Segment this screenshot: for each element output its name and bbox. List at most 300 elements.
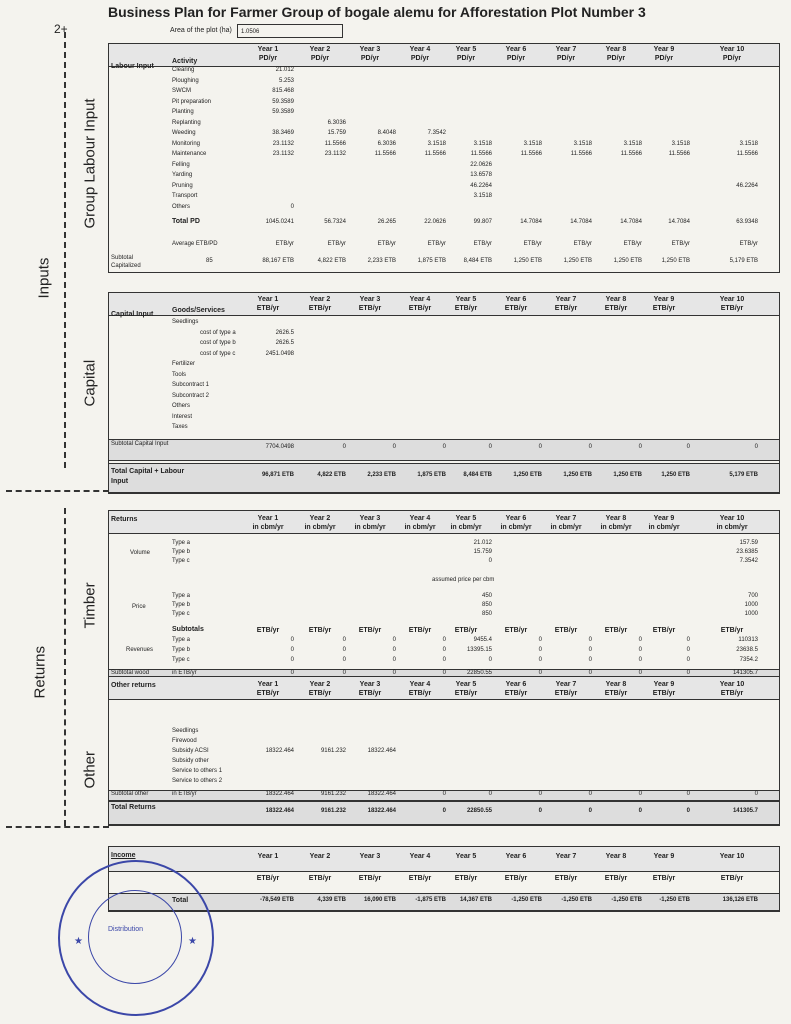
other-item-label: Service to others 1 [172,768,223,774]
volume-type-label: Type b [172,549,191,555]
price-cell: 1000 [744,611,758,617]
total-pd-cell: 14.7084 [520,219,542,225]
volume-type-label: Type c [172,558,190,564]
capital-subtotal-cell: 7704.0498 [265,444,294,450]
revenue-cell: 7354.2 [739,657,758,663]
price-type-label: Type a [172,593,191,599]
unit-header: ETB/yr [454,875,478,882]
other-subtotal-cell: 0 [538,791,542,797]
year-header: Year 5 [455,853,477,860]
labour-subtotal-cell: 88,167 ETB [262,258,294,264]
unit-header: ETB/yr [308,690,332,697]
other-subtotal-cell: 18322.464 [367,791,396,797]
labour-cell: 11.5566 [424,151,446,157]
year-header: Year 4 [409,296,431,303]
total-pd-cell: 26.265 [377,219,396,225]
year-header: Year 1 [257,853,279,860]
returns-total-cell: 0 [538,808,542,814]
year-header: Year 4 [409,46,431,53]
labour-cell: 3.1518 [523,140,542,147]
capital-item-label: Tools [172,371,187,378]
unit-header: ETB/yr [554,875,578,882]
subsidy-cell: 18322.464 [367,748,396,754]
corner-mark: 2+ [54,22,68,36]
subtotal-wood-cell: 0 [686,670,690,676]
revenue-cell: 0 [392,657,396,663]
unit-header: ETB/yr [308,305,332,312]
year-header: Year 5 [455,681,477,688]
year-header: Year 10 [719,853,745,860]
unit-header: PD/yr [606,55,626,62]
labour-corner: Labour Input [111,63,154,70]
revenue-cell: 0 [686,637,690,643]
income-total-cell: -1,250 ETB [511,897,542,903]
year-header: Year 6 [505,681,527,688]
labour-cell: 815.468 [272,88,294,94]
year-header: Year 10 [719,296,745,303]
income-total-label: Total [172,897,189,904]
timber-label: Timber [81,582,99,629]
labour-cell: 7.3542 [427,130,446,136]
etb-unit-cell: ETB/yr [454,627,478,634]
activity-label: Others [172,203,191,210]
capital-total-cell: 2,233 ETB [367,472,396,478]
capital-corner: Capital Input [111,311,154,318]
revenue-type-label: Type c [172,657,190,663]
income-total-cell: -78,549 ETB [259,897,294,903]
year-header: Year 3 [359,515,381,522]
unit-header: ETB/yr [256,875,280,882]
average-etb-label: Average ETB/PD [172,241,218,247]
year-header: Year 3 [359,296,381,303]
income-total-cell: -1,250 ETB [561,897,592,903]
etb-unit-cell: ETB/yr [504,627,528,634]
revenue-cell: 0 [588,637,592,643]
unit-header: ETB/yr [358,875,382,882]
other-label: Other [81,750,99,789]
unit-header: ETB/yr [358,690,382,697]
inputs-divider [6,490,109,492]
revenue-cell: 0 [538,637,542,643]
total-pd-cell: 63.9348 [736,219,758,225]
unit-header: ETB/yr [604,875,628,882]
subtotal-wood-cell: 0 [638,670,642,676]
year-header: Year 7 [555,296,577,303]
unit-header: PD/yr [456,55,476,62]
labour-cell: 11.5566 [470,151,492,157]
capital-total-cell: 1,875 ETB [417,472,446,478]
capital-total-cell: 5,179 ETB [729,472,758,478]
subtotal-wood-label: Subtotal wood [111,670,150,676]
labour-cell: 11.5566 [374,151,396,157]
capital-total-cell: 1,250 ETB [613,472,642,478]
capital-item-label: Seedlings [172,319,199,325]
revenue-cell: 0 [342,647,346,653]
unit-header: ETB/yr [454,690,478,697]
price-cell: 850 [481,611,492,617]
unit-header: in cbm/yr [550,524,582,531]
etb-unit-cell: ETB/yr [256,627,280,634]
returns-corner: Returns [111,516,138,523]
revenue-cell: 0 [290,657,294,663]
returns-total-cell: 9161.232 [320,808,346,814]
other-corner: Other returns [111,682,156,689]
price-type-label: Type b [172,602,191,608]
capital-item-label: Interest [172,413,193,420]
labour-subtotal-cell: 8,484 ETB [463,258,492,264]
unit-header: ETB/yr [554,690,578,697]
year-header: Year 1 [257,681,279,688]
unit-header: in cbm/yr [252,524,284,531]
revenue-cell: 0 [442,637,446,643]
labour-section [108,43,780,273]
labour-rate: 85 [206,258,213,264]
income-total-cell: 4,339 ETB [317,897,346,903]
labour-cell: 13.6578 [470,172,492,178]
star-icon: ★ [74,936,83,947]
labour-subtotal-cell: 1,250 ETB [613,258,642,264]
revenue-cell: 23638.5 [736,647,758,653]
labour-cell: 46.2264 [736,182,758,189]
other-item-label: Firewood [172,738,197,744]
avg-unit-cell: ETB/yr [739,241,758,247]
revenue-cell: 0 [538,657,542,663]
labour-cell: 23.1132 [324,151,346,157]
labour-cell: 3.1518 [623,140,642,147]
volume-label: Volume [130,550,151,556]
revenue-cell: 0 [342,637,346,643]
unit-header: PD/yr [506,55,526,62]
returns-total-cell: 0 [638,808,642,814]
unit-header: ETB/yr [504,690,528,697]
unit-header: ETB/yr [604,690,628,697]
year-header: Year 3 [359,46,381,53]
subtotal-wood-cell: 141305.7 [732,670,758,676]
labour-cell: 11.5566 [520,151,542,157]
etb-unit-cell: ETB/yr [554,627,578,634]
capital-item-label: Subcontract 2 [172,392,210,399]
returns-bracket [64,508,66,826]
labour-cell: 5.253 [278,77,294,84]
capital-label: Capital [81,359,99,407]
revenue-cell: 110313 [738,637,758,643]
capital-subtotal-cell: 0 [342,444,346,450]
unit-header: ETB/yr [504,875,528,882]
capital-total-cell: 1,250 ETB [563,472,592,478]
labour-subtotal-cell: 1,875 ETB [417,258,446,264]
revenue-cell: 0 [638,657,642,663]
other-subtotal-cell: 9161.232 [320,791,346,797]
year-header: Year 9 [653,853,675,860]
inputs-label: Inputs [35,257,53,299]
price-cell: 700 [747,593,758,599]
year-header: Year 3 [359,853,381,860]
income-corner: Income [111,852,136,859]
etb-unit-cell: ETB/yr [720,627,744,634]
year-header: Year 8 [605,296,627,303]
unit-header: ETB/yr [720,690,744,697]
income-total-cell: -1,250 ETB [659,897,690,903]
labour-cell: 11.5566 [736,151,758,157]
year-header: Year 4 [409,681,431,688]
year-header: Year 5 [455,46,477,53]
labour-cell: 6.3036 [377,140,396,147]
avg-unit-cell: ETB/yr [473,241,492,247]
year-header: Year 10 [719,46,745,53]
volume-cell: 0 [488,558,492,564]
capital-total-cell: 96,871 ETB [261,472,294,478]
year-header: Year 5 [455,515,477,522]
unit-header: PD/yr [310,55,330,62]
labour-cell: 23.1132 [272,151,294,157]
avg-unit-cell: ETB/yr [327,241,346,247]
labour-subtotal-cell: 1,250 ETB [563,258,592,264]
revenue-cell: 0 [686,657,690,663]
revenues-label: Revenues [126,647,154,653]
returns-total-cell: 0 [442,808,446,814]
activity-label: Weeding [172,130,196,136]
stamp-center-text: Distribution [108,926,144,933]
subsidy-cell: 9161.232 [320,748,346,754]
unit-header: ETB/yr [256,305,280,312]
etb-unit-cell: ETB/yr [652,627,676,634]
revenue-cell: 0 [638,647,642,653]
capital-item-label: Taxes [172,424,188,430]
income-total-cell: 136,126 ETB [722,897,758,903]
avg-unit-cell: ETB/yr [377,241,396,247]
revenue-cell: 0 [488,657,492,663]
avg-unit-cell: ETB/yr [275,241,294,247]
unit-header: ETB/yr [720,305,744,312]
revenue-cell: 0 [290,647,294,653]
subtotal-wood-cell: 0 [392,670,396,676]
subtotal-wood-cell: 0 [588,670,592,676]
etb-unit-cell: ETB/yr [308,627,332,634]
capital-subtotal-cell: 0 [638,444,642,450]
returns-total-cell: 141305.7 [732,808,758,814]
year-header: Year 10 [719,515,745,522]
price-type-label: Type c [172,611,190,617]
unit-header: in cbm/yr [450,524,482,531]
activity-label: Clearing [172,67,195,73]
year-header: Year 6 [505,515,527,522]
unit-header: ETB/yr [554,305,578,312]
returns-total-cell: 22850.55 [466,808,492,814]
capital-cell: 2626.5 [275,329,294,336]
capital-subtotal-cell: 0 [686,444,690,450]
unit-header: in cbm/yr [600,524,632,531]
unit-header: PD/yr [556,55,576,62]
unit-header: ETB/yr [454,305,478,312]
capital-item-label: cost of type a [200,329,236,336]
other-subtotal-cell: 0 [488,791,492,797]
capital-total-cell: 1,250 ETB [661,472,690,478]
other-item-label: Subsidy ACSI [172,748,209,754]
year-header: Year 3 [359,681,381,688]
unit-header: ETB/yr [308,875,332,882]
year-header: Year 9 [653,46,675,53]
unit-header: in cbm/yr [304,524,336,531]
capital-item-label: Fertilizer [172,361,196,367]
revenue-cell: 9455.4 [473,637,492,643]
inputs-bracket [64,32,66,468]
labour-cell: 3.1518 [473,193,492,199]
subtotal-wood-cell: 0 [538,670,542,676]
capital-subtotal-cell: 0 [538,444,542,450]
labour-label: Group Labour Input [81,98,99,229]
volume-cell: 21.012 [473,540,492,546]
total-pd-label: Total PD [172,218,200,225]
income-total-cell: 16,090 ETB [363,897,396,903]
revenue-cell: 0 [442,657,446,663]
price-cell: 850 [481,602,492,608]
revenue-type-label: Type a [172,637,191,643]
total-pd-cell: 14.7084 [668,219,690,225]
revenue-cell: 0 [686,647,690,653]
income-total-cell: -1,875 ETB [415,897,446,903]
unit-header: ETB/yr [604,305,628,312]
unit-header: ETB/yr [256,690,280,697]
activity-label: Pit preparation [172,98,212,105]
stamp-inner-ring [88,890,182,984]
unit-header: PD/yr [654,55,674,62]
year-header: Year 4 [409,515,431,522]
labour-cell: 3.1518 [473,140,492,147]
labour-cell: 11.5566 [570,151,592,157]
revenue-cell: 0 [290,637,294,643]
labour-subtotal-cell: 1,250 ETB [513,258,542,264]
subtotal-wood-cell: 0 [290,670,294,676]
year-header: Year 8 [605,853,627,860]
year-header: Year 9 [653,515,675,522]
subsidy-cell: 18322.464 [265,748,294,754]
capital-subtotal-cell: 0 [754,444,758,450]
capital-cell: 2626.5 [275,340,294,346]
capital-subtotal-row [108,439,780,461]
revenue-cell: 0 [392,647,396,653]
labour-cell: 23.1132 [272,140,294,147]
year-header: Year 7 [555,853,577,860]
avg-unit-cell: ETB/yr [573,241,592,247]
activity-label: Monitoring [172,140,201,147]
unit-header: ETB/yr [720,875,744,882]
labour-cell: 46.2264 [470,182,492,189]
capital-cell: 2451.0498 [265,350,294,357]
capital-subtotal-label: Subtotal Capital Input [111,441,169,447]
other-subtotal-label: Subtotal other [111,791,149,797]
unit-header: ETB/yr [504,305,528,312]
year-header: Year 9 [653,296,675,303]
activity-label: Yarding [172,172,193,178]
activity-label: Felling [172,161,190,168]
year-header: Year 2 [309,46,331,53]
labour-cell: 59.3589 [272,98,294,105]
revenue-type-label: Type b [172,647,191,653]
year-header: Year 1 [257,296,279,303]
subtotal-wood-cell: 22850.55 [466,670,492,676]
unit-header: ETB/yr [408,305,432,312]
labour-cell: 22.0626 [470,161,492,168]
year-header: Year 2 [309,853,331,860]
avg-unit-cell: ETB/yr [523,241,542,247]
labour-cell: 11.5566 [620,151,642,157]
other-subtotal-cell: 0 [686,791,690,797]
total-pd-cell: 99.807 [473,219,492,225]
revenue-cell: 13395.15 [466,647,492,653]
other-subtotal-cell: 0 [588,791,592,797]
page-title: Business Plan for Farmer Group of bogale alemu for Afforestation Plot Number 3 [108,4,646,20]
unit-header: PD/yr [722,55,742,62]
labour-cell: 3.1518 [427,140,446,147]
revenue-cell: 0 [638,637,642,643]
capital-total-cell: 4,822 ETB [317,472,346,478]
activity-label: Replanting [172,119,201,126]
year-header: Year 2 [309,681,331,688]
year-header: Year 7 [555,46,577,53]
unit-header: ETB/yr [652,305,676,312]
subtotals-label: Subtotals [172,626,204,633]
capital-total-cell: 1,250 ETB [513,472,542,478]
subtotal-wood-cell: 0 [442,670,446,676]
capital-item-label: cost of type c [200,350,236,357]
returns-divider [6,826,109,828]
year-header: Year 10 [719,681,745,688]
labour-cell: 15.759 [327,130,346,136]
capital-subtotal-cell: 0 [488,444,492,450]
activity-label: SWCM [172,88,191,94]
activity-label: Planting [172,109,194,115]
official-stamp [58,860,214,1016]
returns-total-cell: 18322.464 [265,808,294,814]
total-pd-cell: 22.0626 [424,219,446,225]
labour-subtotal-cell: 5,179 ETB [729,258,758,264]
returns-label: Returns [31,645,49,699]
unit-header: ETB/yr [408,875,432,882]
volume-type-label: Type a [172,540,191,546]
labour-subtotal-cell: 4,822 ETB [317,258,346,264]
capital-item-label: cost of type b [200,340,236,346]
year-header: Year 6 [505,296,527,303]
income-total-cell: -1,250 ETB [611,897,642,903]
capital-item-label: Others [172,403,191,409]
revenue-cell: 0 [588,647,592,653]
total-pd-cell: 56.7324 [324,219,346,225]
activity-label: Transport [172,193,198,199]
revenue-cell: 0 [442,647,446,653]
avg-unit-cell: ETB/yr [671,241,690,247]
unit-header: in cbm/yr [404,524,436,531]
year-header: Year 2 [309,515,331,522]
labour-cell: 21.012 [275,67,294,73]
year-header: Year 9 [653,681,675,688]
labour-cell: 3.1518 [573,140,592,147]
price-note: assumed price per cbm [432,577,495,583]
capital-subtotal-cell: 0 [392,444,396,450]
year-header: Year 8 [605,681,627,688]
unit-header: in cbm/yr [500,524,532,531]
labour-subtotal-label: Subtotal Capitalized [111,255,141,269]
area-field[interactable]: 1.0506 [237,24,343,38]
etb-unit-cell: ETB/yr [408,627,432,634]
revenue-cell: 0 [588,657,592,663]
total-pd-cell: 14.7084 [570,219,592,225]
labour-subtotal-cell: 1,250 ETB [661,258,690,264]
labour-cell: 0 [290,203,294,210]
price-cell: 450 [481,593,492,599]
other-subtotal-unit: in ETB/yr [172,791,197,797]
labour-cell: 6.3036 [327,119,346,126]
year-header: Year 2 [309,296,331,303]
